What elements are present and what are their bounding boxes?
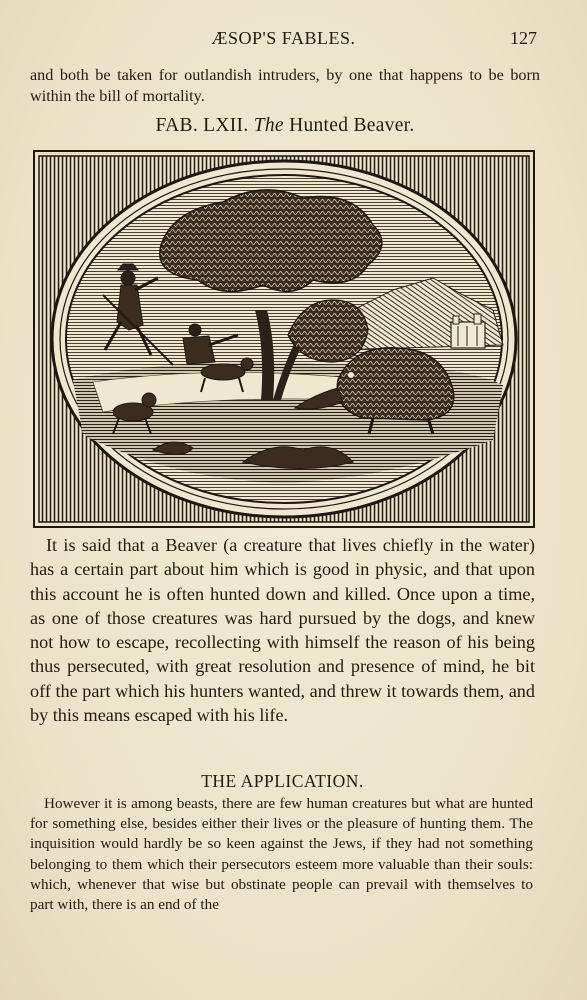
page-number: 127 — [510, 28, 537, 48]
fable-title-article: The — [253, 115, 284, 136]
fable-title-rest: Hunted Beaver. — [289, 115, 415, 136]
fable-number: FAB. LXII. — [155, 115, 249, 136]
fable-body: It is said that a Beaver (a creature that lives chiefly in the water) has a certain part about him which is good in physic, and that upon this account he is often hunted down and killed. Once upon a time, as one of those creatures was hard pursued by the dogs, and knew not how to escape, recollecting with himself the reason of his being thus persecuted, with great resolution and presence of mind, he bit off the part which his hunters wanted, and threw it towards them, and by this means escaped with his life. — [30, 535, 535, 726]
running-title: ÆSOP'S FABLES. — [211, 28, 356, 48]
running-head — [30, 28, 537, 52]
application-body: However it is among beasts, there are few human creatures but what are hunted for something else, besides either their lives or the pleasure of hunting them. The inquisition would hardly be so keen against the Jews, if they had not something belonging to them which their persecutors esteem more valuable than their souls: which, whenever that wise but obstinate people can prevail with themselves to part with, there is an end of the — [30, 795, 533, 914]
application-heading: THE APPLICATION. — [201, 771, 364, 791]
continued-paragraph: and both be taken for outlandish intruders, by one that happens to be born within the bill of mortality. — [30, 66, 540, 105]
woodcut-illustration — [33, 150, 535, 528]
fable-title — [30, 115, 540, 137]
